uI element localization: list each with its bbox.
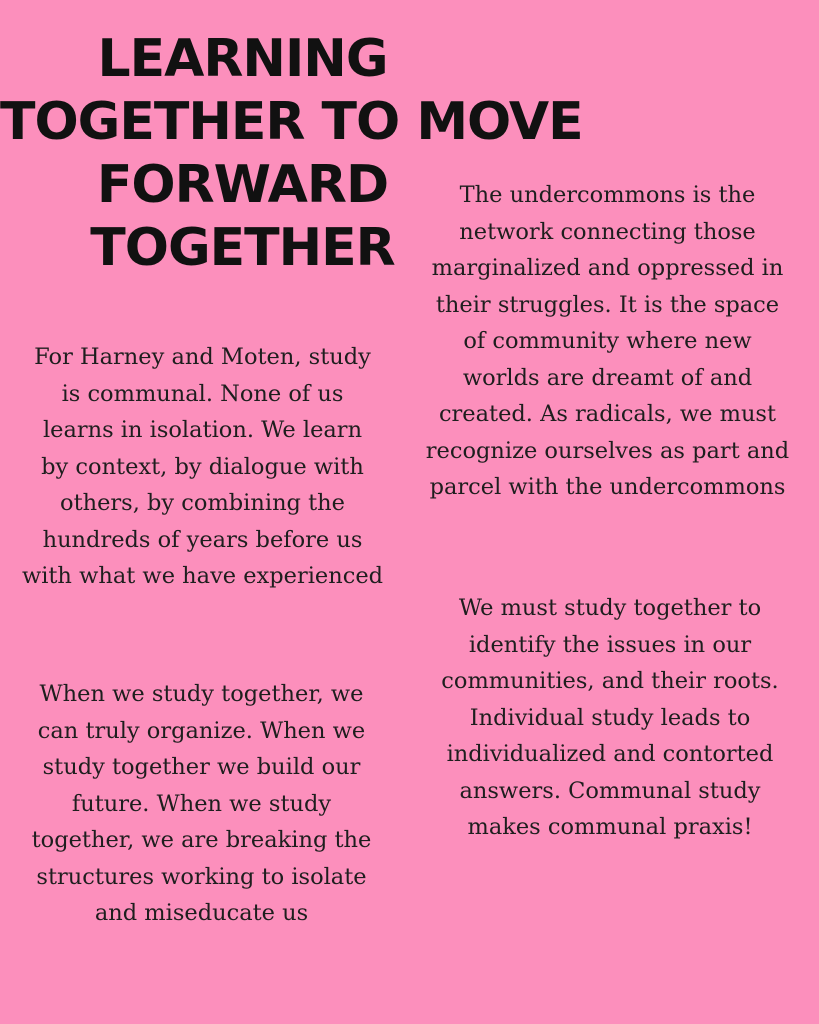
paragraph-line: communities, and their roots. xyxy=(441,668,779,694)
paragraph-line: For Harney and Moten, study xyxy=(34,344,371,370)
paragraph-line: When we study together, we xyxy=(39,681,364,707)
paragraph-line: is communal. None of us xyxy=(61,380,344,407)
paragraph-line: future. When we study xyxy=(71,790,332,817)
paragraph-line: makes communal praxis! xyxy=(467,814,753,840)
paragraph-line: The undercommons is the xyxy=(459,182,756,208)
paragraph-line: parcel with the undercommons xyxy=(429,474,786,500)
title-line: TOGETHER xyxy=(90,218,395,278)
paragraph-line: others, by combining the xyxy=(60,490,345,516)
paragraph-line: study together we build our xyxy=(42,754,361,780)
harney-moten-paragraph xyxy=(6,339,399,595)
paragraph-line: their struggles. It is the space xyxy=(435,291,780,318)
title-line: FORWARD xyxy=(96,155,389,215)
paragraph-line: and miseducate us xyxy=(94,900,309,926)
paragraph-line: created. As radicals, we must xyxy=(438,401,777,427)
paragraph-line: identify the issues in our xyxy=(468,631,752,658)
paragraph-line: Individual study leads to xyxy=(469,704,751,731)
paragraph-line: hundreds of years before us xyxy=(42,526,363,553)
organize-paragraph xyxy=(10,676,393,932)
paragraph-line: of community where new xyxy=(463,328,752,354)
paragraph-line: can truly organize. When we xyxy=(37,717,366,744)
paragraph-line: marginalized and oppressed in xyxy=(431,255,784,281)
paragraph-line: We must study together to xyxy=(458,595,762,621)
study-together-paragraph xyxy=(430,590,790,846)
paragraph-line: learns in isolation. We learn xyxy=(42,417,363,443)
undercommons-paragraph xyxy=(410,177,805,506)
paragraph-line: answers. Communal study xyxy=(459,777,761,804)
title-line: LEARNING xyxy=(97,29,388,89)
paragraph-line: with what we have experienced xyxy=(21,563,384,589)
paragraph-line: together, we are breaking the xyxy=(31,827,372,853)
title-line: TOGETHER TO MOVE xyxy=(0,92,583,152)
paragraph-line: worlds are dreamt of and xyxy=(462,364,753,391)
paragraph-line: network connecting those xyxy=(459,218,756,245)
paragraph-line: by context, by dialogue with xyxy=(41,453,364,480)
paragraph-line: individualized and contorted xyxy=(446,741,774,767)
paragraph-line: structures working to isolate xyxy=(36,863,367,890)
paragraph-line: recognize ourselves as part and xyxy=(425,437,790,464)
